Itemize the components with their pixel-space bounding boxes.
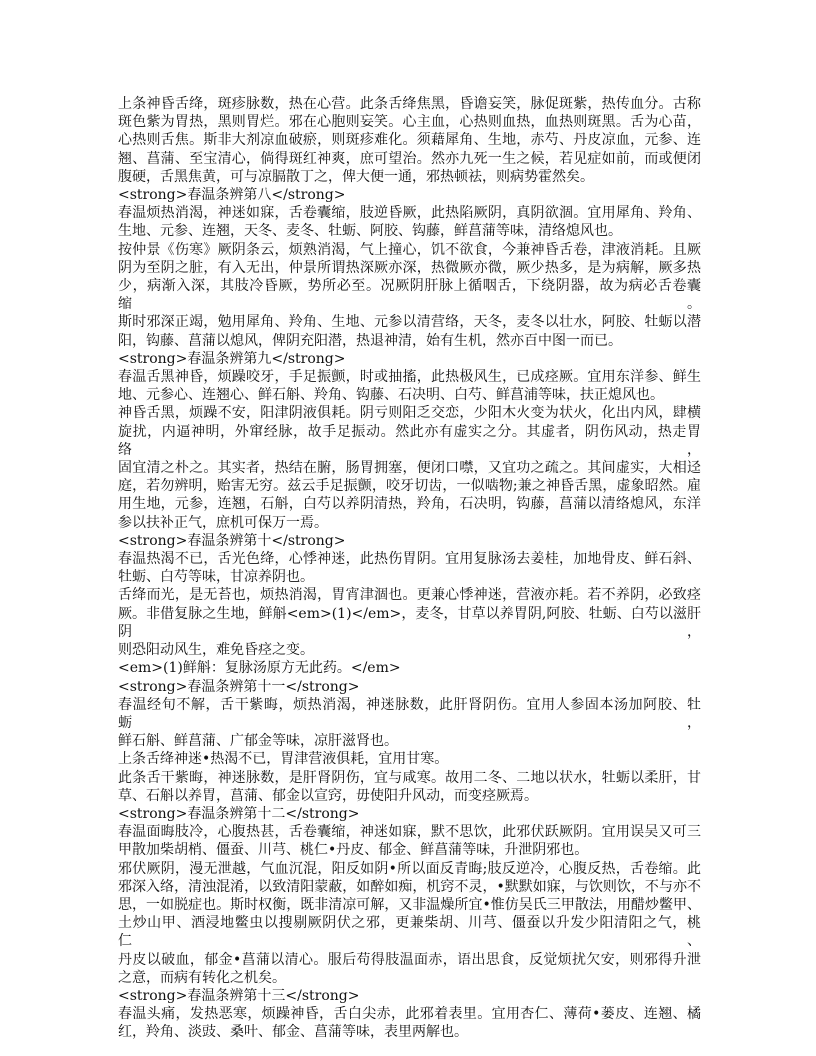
text-line: 土炒山甲、酒浸地鳖虫以搜剔厥阴伏之邪，更兼柴胡、川芎、僵蚕以升发少阳清阳之气，桃仁、 <box>118 915 701 950</box>
text-line: 甲散加柴胡梢、僵蚕、川芎、桃仁•丹皮、郁金、鲜菖蒲等味，升泄阴邪也。 <box>118 842 589 859</box>
text-line: 邪伏厥阴，漫无泄越，气血沉混，阳反如阴•所以面反青晦;肢反逆冷，心腹反热，舌卷缩。此 <box>118 860 701 877</box>
paragraph <box>118 95 701 186</box>
paragraph <box>118 750 701 768</box>
text-line: 邪深入络，清浊混淆，以致清阳蒙蔽，如醉如痴，机窍不灵，•默默如寐，与饮则饮，不与亦不 <box>118 878 701 895</box>
text-line: 地、元参心、连翘心、鲜石斛、羚角、钩藤、石决明、白芍、鲜菖浦等味，扶正熄风也。 <box>118 387 664 404</box>
text-line: 红，羚角、淡豉、桑叶、郁金、菖蒲等味，表里两解也。 <box>118 1024 468 1041</box>
text-line: 神昏舌黑，烦躁不安，阳津阴液俱耗。阴亏则阳乏交恋，少阳木火变为状火，化出内风，肆横 <box>118 405 701 422</box>
section-heading <box>118 350 701 368</box>
text-line: 旋扰，内逼神明，外窜经脉，故手足振动。然此亦有虚实之分。其虚者，阴伤风动，热走胃络， <box>118 423 701 458</box>
text-line: 腹硬，舌黑焦黄，可与凉膈散丁之，俾大便一通，邪热顿祛，则病势霍然矣。 <box>118 168 594 185</box>
text-line: <strong>春温条辨第十三</strong> <box>118 987 360 1004</box>
text-line: 用生地，元参，连翘，石斛，白芍以养阴清热，羚角，石决明，钩藤，菖蒲以清络熄风，东洋 <box>118 496 701 513</box>
paragraph <box>118 823 701 859</box>
text-line: 鲜石斛、鲜菖蒲、广郁金等味，凉肝滋肾也。 <box>118 733 398 750</box>
text-line: 此条舌干紫晦，神迷脉数，是肝肾阴伤，宜与咸寒。故用二冬、二地以状水，牡蛎以柔肝，甘 <box>118 769 701 786</box>
paragraph <box>118 696 701 751</box>
text-line: 按仲景《伤寒》厥阴条云，烦熟消渴，气上撞心，饥不欲食，今兼神昏舌卷，津液消耗。且厥 <box>118 241 701 258</box>
text-line: 翘、菖蒲、至宝清心，倘得斑红神爽，庶可望治。然亦九死一生之候，若见症如前，而或便闭 <box>118 150 701 167</box>
text-line: 上条舌绛神迷•热渴不已，胃津营液俱耗，宜用甘寒。 <box>118 751 449 768</box>
text-line: <strong>春温条辨第八</strong> <box>118 187 346 204</box>
text-line: 庭，若勿辨明，贻害无穷。兹云手足振颤，咬牙切齿，一似啮物;兼之神昏舌黑，虚象昭然。雇 <box>118 478 701 495</box>
document-body <box>118 95 701 1042</box>
text-line: <em>(1)鲜斛：复脉汤原方无此药。</em> <box>118 660 401 677</box>
text-line: <strong>春温条辨第十</strong> <box>118 532 346 549</box>
paragraph <box>118 586 701 659</box>
text-line: 草、石斛以养胃，菖蒲、郁金以宣窍，毋使阳升风动，而变痉厥焉。 <box>118 787 538 804</box>
paragraph <box>118 368 701 404</box>
section-heading <box>118 532 701 550</box>
section-heading <box>118 678 701 696</box>
text-line: 上条神昏舌绛，斑疹脉数，热在心营。此条舌绛焦黑，昏谵妄笑，脉促斑紫，热传血分。古称 <box>118 96 701 112</box>
paragraph <box>118 204 701 240</box>
text-line: 春温经旬不解，舌干紫晦，烦热消渴，神迷脉数，此肝肾阴伤。宜用人参固本汤加阿胶、牡蛎， <box>118 696 701 731</box>
text-line: 斑色紫为胃热，黑则胃烂。邪在心胞则妄笑。心主血，心热则血热，血热则斑黑。舌为心苗， <box>118 114 701 131</box>
text-line: 思，一如脱症也。斯时权衡，既非清凉可解，又非温燥所宜•惟仿吴氏三甲散法，用醋炒鳖甲、 <box>118 896 701 913</box>
text-line: 舌绛而光，是无苔也，烦热消渴，胃宵津涸也。更兼心悸神迷，营液亦耗。若不养阴，必致痉 <box>118 587 701 604</box>
section-heading <box>118 659 701 677</box>
paragraph <box>118 769 701 805</box>
text-line: 厥。非借复脉之生地，鲜斛<em>(1)</em>，麦冬，甘草以养胃阴,阿胶、牡蛎、白芍以滋肝阴， <box>118 605 701 640</box>
paragraph <box>118 1005 701 1041</box>
text-line: 春温热渴不已，舌光色绛，心悸神迷，此热伤胃阴。宜用复脉汤去姜桂，加地骨皮、鲜石斜、 <box>118 551 701 568</box>
text-line: 则恐阳动风生，难免昏痉之变。 <box>118 642 314 659</box>
paragraph <box>118 550 701 586</box>
text-line: 春温舌黑神昏，烦躁咬牙，手足振颤，时或抽搐，此热极风生，已成痉厥。宜用东洋参、鲜生 <box>118 369 701 386</box>
text-line: 春温烦热消渴，神迷如寐，舌卷囊缩，肢逆昏厥，此热陷厥阴，真阴欲涸。宜用犀角、羚角、 <box>118 205 701 222</box>
text-line: 固宜清之朴之。其实者，热结在腑，肠胃拥塞，便闭口噤，又宜功之疏之。其间虚实，大相迳 <box>118 460 701 477</box>
text-line: 斯时邪深正竭，勉用犀角、羚角、生地、元参以清营络，天冬，麦冬以壮水，阿胶、牡蛎以潜 <box>118 314 701 331</box>
text-line: <strong>春温条辨第十一</strong> <box>118 678 360 695</box>
text-line: 春温面晦肢冷，心腹热甚，舌卷囊缩，神迷如寐，默不思饮，此邪伏跃厥阴。宜用误吴又可三 <box>118 824 701 841</box>
text-line: 少，病渐入深，其肢冷昏厥，势所必至。况厥阴肝脉上循咽舌，下绕阴器，故为病必舌卷囊缩。 <box>118 278 701 313</box>
section-heading <box>118 987 701 1005</box>
text-line: 春温头痛，发热恶寒，烦躁神昏，舌白尖赤，此邪着表里。宜用杏仁、薄荷•蒌皮、连翘、橘 <box>118 1006 701 1023</box>
text-line: 心热则舌焦。斯非大剂凉血破瘀，则斑疹难化。须藉犀角、生地，赤芍、丹皮凉血，元参、连 <box>118 132 701 149</box>
text-line: 阴为至阴之脏，有入无出，仲景所谓热深厥亦深，热微厥亦微，厥少热多，是为病解，厥多热 <box>118 259 701 276</box>
text-line: 牡蛎、白芍等味，甘凉养阴也。 <box>118 569 314 586</box>
paragraph <box>118 404 701 531</box>
text-line: 丹皮以破血，郁金•菖蒲以清心。服后苟得肢温面赤，语出思食，反觉烦扰欠安，则邪得升泄 <box>118 951 701 968</box>
text-line: 阳，钩藤、菖蒲以熄风，俾阴充阳潜，热退神清，始有生机，然亦百中图一而已。 <box>118 332 622 349</box>
text-line: 生地、元参、连翘，天冬、麦冬、牡蛎、阿胶、钩藤，鲜菖蒲等味，清络熄风也。 <box>118 223 622 240</box>
paragraph <box>118 241 701 350</box>
text-line: 之意，而病有转化之机矣。 <box>118 969 286 986</box>
paragraph <box>118 860 701 987</box>
text-line: <strong>春温条辨第十二</strong> <box>118 805 360 822</box>
text-line: <strong>春温条辨第九</strong> <box>118 350 346 367</box>
section-heading <box>118 805 701 823</box>
text-line: 参以扶补正气，庶机可保万一焉。 <box>118 514 328 531</box>
section-heading <box>118 186 701 204</box>
